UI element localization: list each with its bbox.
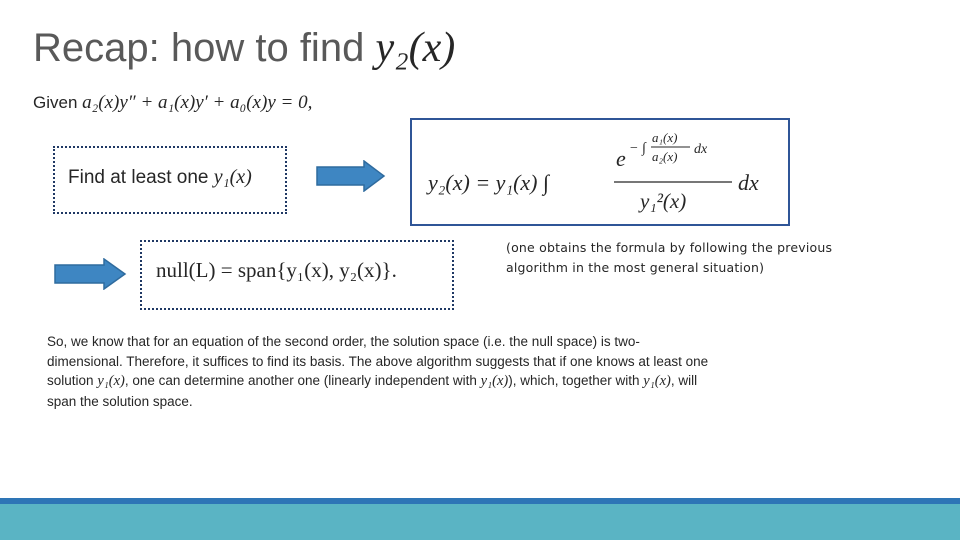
paragraph-math2: y₁(x) [480,373,509,389]
right-arrow-icon-2 [54,258,128,290]
title-math: y₂(x) [375,25,456,71]
paragraph-part1: So, we know that for an equation of the second order, the solution space (i.e. the null space) is two-dimensional. Therefore, it suffices to find its basis. The above algorithm suggests that if one knows at least one solution [47,334,709,388]
formula-exp-sign: − [630,141,638,156]
find-text [68,166,252,189]
paragraph-part4: , will span the solution space. [47,373,698,409]
find-prefix: Find at least one [68,167,209,188]
formula-exp-den: a₂(x) [652,149,678,164]
formula-exp-base: e [616,146,626,171]
paragraph-part3: ), which, together with [508,373,640,388]
given-label: Given [33,93,78,112]
title-text: Recap: how to find [33,26,365,70]
formula-exp-num: a₁(x) [652,130,678,145]
paragraph-math1: y₁(x) [97,373,125,389]
formula-note: (one obtains the formula by following the previous algorithm in the most general situation) [506,240,833,275]
footer-bar-light [0,504,960,540]
summary-paragraph [47,332,712,411]
null-statement: null(L) = span{y₁(x), y₂(x)}. [156,258,397,282]
paragraph-math3: y₁(x) [643,373,671,389]
formula-lhs: y₂(x) = y₁(x) ∫ [428,170,550,195]
slide-title [33,24,455,72]
formula-dx: dx [738,170,759,195]
formula-svg [420,122,785,222]
formula-exp-integral: ∫ [642,141,646,156]
paragraph-part2: , one can determine another one (linearly independent with [124,373,477,388]
formula-exp-dx: dx [694,142,708,157]
given-line [33,92,312,114]
given-equation: a₂(x)y″ + a₁(x)y′ + a₀(x)y = 0, [82,92,313,113]
right-arrow-icon [316,160,386,192]
formula-den: y₁²(x) [640,189,687,213]
find-math: y₁(x) [213,166,252,188]
